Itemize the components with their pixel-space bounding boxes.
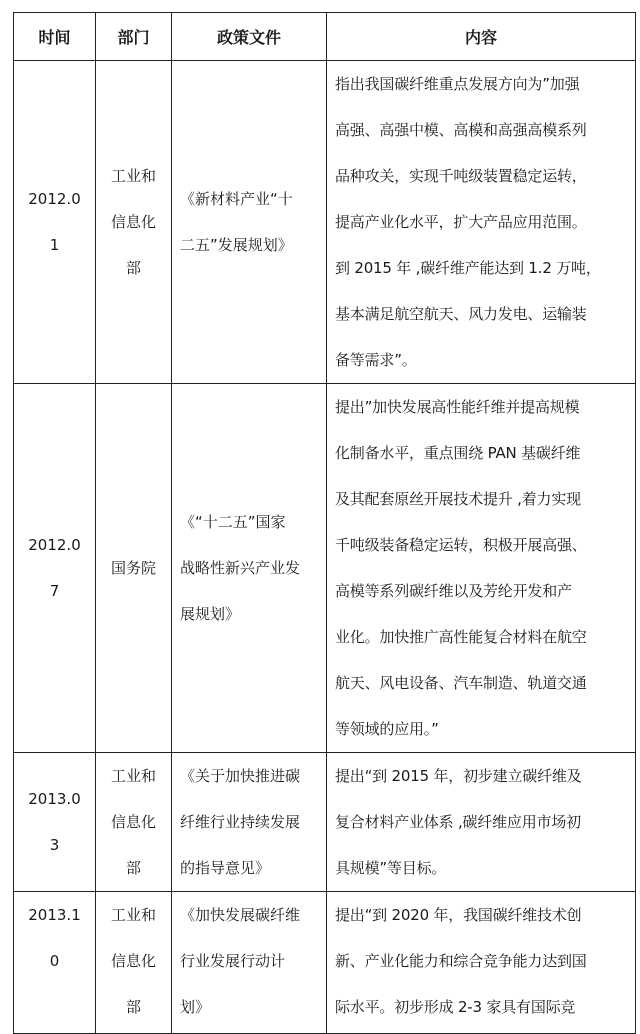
content-line: 提出“到 2015 年，初步建立碳纤维及 — [335, 767, 582, 785]
department-cell — [96, 892, 172, 1034]
table-row — [14, 384, 636, 753]
content-cell — [327, 892, 636, 1034]
content-cell — [327, 384, 636, 753]
content-line: 品种攻关，实现千吨级装置稳定运转， — [335, 167, 587, 185]
department-line: 部 — [125, 259, 141, 277]
content-line: 基本满足航空航天、风力发电、运输装 — [335, 305, 587, 323]
department-line: 信息化 — [110, 213, 156, 231]
policy-document-line: 《新材料产业“十 — [180, 190, 293, 208]
policy-document-line: 纤维行业持续发展 — [180, 813, 301, 831]
policy-document-cell — [172, 753, 327, 892]
content-cell — [327, 61, 636, 384]
content-line: 指出我国碳纤维重点发展方向为”加强 — [335, 75, 580, 93]
policy-document-cell — [172, 61, 327, 384]
content-line: 提出”加快发展高性能纤维并提高规模 — [335, 398, 580, 416]
policy-document-cell — [172, 384, 327, 753]
content-line: 到 2015 年 ,碳纤维产能达到 1.2 万吨， — [335, 259, 601, 277]
content-line: 高模等系列碳纤维以及芳纶开发和产 — [335, 582, 572, 600]
content-line: 提高产业化水平，扩大产品应用范围。 — [335, 213, 587, 231]
header-policy-document: 政策文件 — [172, 13, 327, 61]
content-line: 新、产业化能力和综合竞争能力达到国 — [335, 952, 587, 970]
time-line: 7 — [49, 582, 60, 600]
policy-document-line: 的指导意见》 — [180, 859, 271, 877]
content-cell — [327, 753, 636, 892]
department-line: 信息化 — [110, 813, 156, 831]
department-line: 国务院 — [110, 559, 156, 577]
time-line: 2013.0 — [28, 790, 81, 808]
content-line: 等领域的应用。” — [335, 720, 439, 738]
content-line: 千吨级装备稳定运转，积极开展高强、 — [335, 536, 587, 554]
time-line: 2012.0 — [28, 190, 81, 208]
department-line: 工业和 — [110, 767, 156, 785]
department-line: 部 — [125, 998, 141, 1016]
department-cell — [96, 61, 172, 384]
time-line: 1 — [49, 236, 60, 254]
content-line: 业化。加快推广高性能复合材料在航空 — [335, 628, 587, 646]
table-row — [14, 892, 636, 1034]
department-cell — [96, 384, 172, 753]
policy-document-cell — [172, 892, 327, 1034]
policy-document-line: 《加快发展碳纤维 — [180, 906, 301, 924]
time-cell — [14, 753, 96, 892]
time-line: 0 — [49, 952, 60, 970]
policy-document-line: 划》 — [180, 998, 211, 1016]
policy-document-line: 展规划》 — [180, 605, 241, 623]
department-line: 工业和 — [110, 906, 156, 924]
content-line: 提出“到 2020 年，我国碳纤维技术创 — [335, 906, 582, 924]
policy-document-line: 战略性新兴产业发 — [180, 559, 301, 577]
content-line: 及其配套原丝开展技术提升 ,着力实现 — [335, 490, 581, 508]
header-content: 内容 — [327, 13, 636, 61]
department-cell — [96, 753, 172, 892]
table-header-row — [14, 13, 636, 61]
time-line: 2013.1 — [28, 906, 81, 924]
policy-document-line: 《关于加快推进碳 — [180, 767, 301, 785]
policy-document-line: 《“十二五”国家 — [180, 513, 286, 531]
time-line: 2012.0 — [28, 536, 81, 554]
policy-document-line: 二五”发展规划》 — [180, 236, 293, 254]
policy-document-line: 行业发展行动计 — [180, 952, 286, 970]
content-line: 化制备水平，重点围绕 PAN 基碳纤维 — [335, 444, 581, 462]
header-department: 部门 — [96, 13, 172, 61]
content-line: 际水平。初步形成 2-3 家具有国际竞 — [335, 998, 576, 1016]
table-row — [14, 753, 636, 892]
department-line: 部 — [125, 859, 141, 877]
time-cell — [14, 384, 96, 753]
department-line: 信息化 — [110, 952, 156, 970]
content-line: 航天、风电设备、汽车制造、轨道交通 — [335, 674, 587, 692]
header-time: 时间 — [14, 13, 96, 61]
policy-table — [13, 12, 636, 1034]
time-cell — [14, 61, 96, 384]
content-line: 复合材料产业体系 ,碳纤维应用市场初 — [335, 813, 581, 831]
content-line: 具规模”等目标。 — [335, 859, 447, 877]
content-line: 备等需求”。 — [335, 351, 417, 369]
time-cell — [14, 892, 96, 1034]
table-row — [14, 61, 636, 384]
department-line: 工业和 — [110, 167, 156, 185]
time-line: 3 — [49, 836, 60, 854]
content-line: 高强、高强中模、高模和高强高模系列 — [335, 121, 587, 139]
